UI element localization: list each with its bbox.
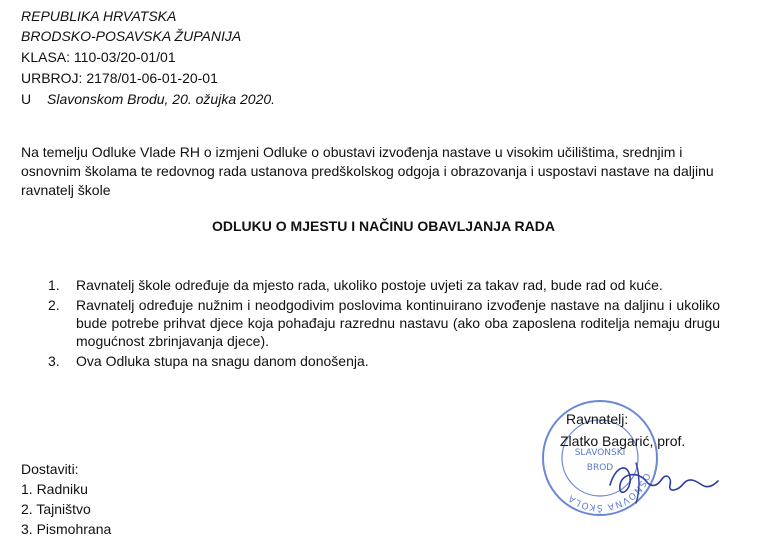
place-date-line: [21, 91, 275, 108]
list-item-text: Ravnatelj škole određuje da mjesto rada, ukoliko postoje uvjeti za takav rad, bude rad od kuće.: [76, 277, 663, 293]
list-item-number: 1.: [48, 277, 60, 293]
place-date: Slavonskom Brodu, 20. ožujka 2020.: [47, 91, 276, 107]
header-county: BRODSKO-POSAVSKA ŽUPANIJA: [21, 28, 242, 44]
stamp-ring-text: OSNOVNA ŠKOLA: [566, 471, 652, 513]
header-country: REPUBLIKA HRVATSKA: [21, 8, 177, 24]
distribution-item: 2. Tajništvo: [21, 501, 91, 517]
decision-list: [48, 276, 720, 372]
stamp-center-line2: BROD: [586, 463, 614, 473]
distribution-item: 1. Radniku: [21, 481, 88, 497]
place-prefix: U: [21, 91, 32, 107]
stamp-center-line1: SLAVONSKI: [574, 448, 626, 458]
intro-paragraph: Na temelju Odluke Vlade RH o izmjeni Odluke o obustavi izvođenja nastave u visokim učilištima, srednjim i osnovnim školama te redovnog rada ustanova predškolskog odgoja i obrazovanja i uspostavi nastave na daljinu ravnatelj škole: [21, 144, 714, 198]
list-item: [48, 296, 720, 350]
distribution-label: Dostaviti:: [21, 461, 79, 477]
klasa-line: KLASA: 110-03/20-01/01: [21, 49, 176, 65]
list-item-text: Ravnatelj određuje nužnim i neodgodivim poslovima kontinuirano izvođenje nastave na daljinu i ukoliko bude potrebe prihvat djece koja pohađaju razrednu nastavu (ako oba zaposlena roditelja nemaju drugu mogućnost zbrinjavanja djece).: [76, 297, 720, 349]
signature-name: Zlatko Bagarić, prof.: [560, 433, 686, 449]
decision-title: ODLUKU O MJESTU I NAČINU OBAVLJANJA RADA: [211, 218, 555, 234]
list-item: [48, 352, 720, 370]
handwritten-signature: [606, 455, 726, 507]
list-item-number: 3.: [48, 353, 60, 369]
urbroj-line: URBROJ: 2178/01-06-01-20-01: [21, 70, 218, 86]
list-item: [48, 276, 720, 294]
signature-role: Ravnatelj:: [566, 411, 629, 427]
distribution-item: 3. Pismohrana: [21, 521, 112, 537]
list-item-number: 2.: [48, 297, 60, 313]
list-item-text: Ova Odluka stupa na snagu danom donošenja.: [76, 353, 369, 369]
